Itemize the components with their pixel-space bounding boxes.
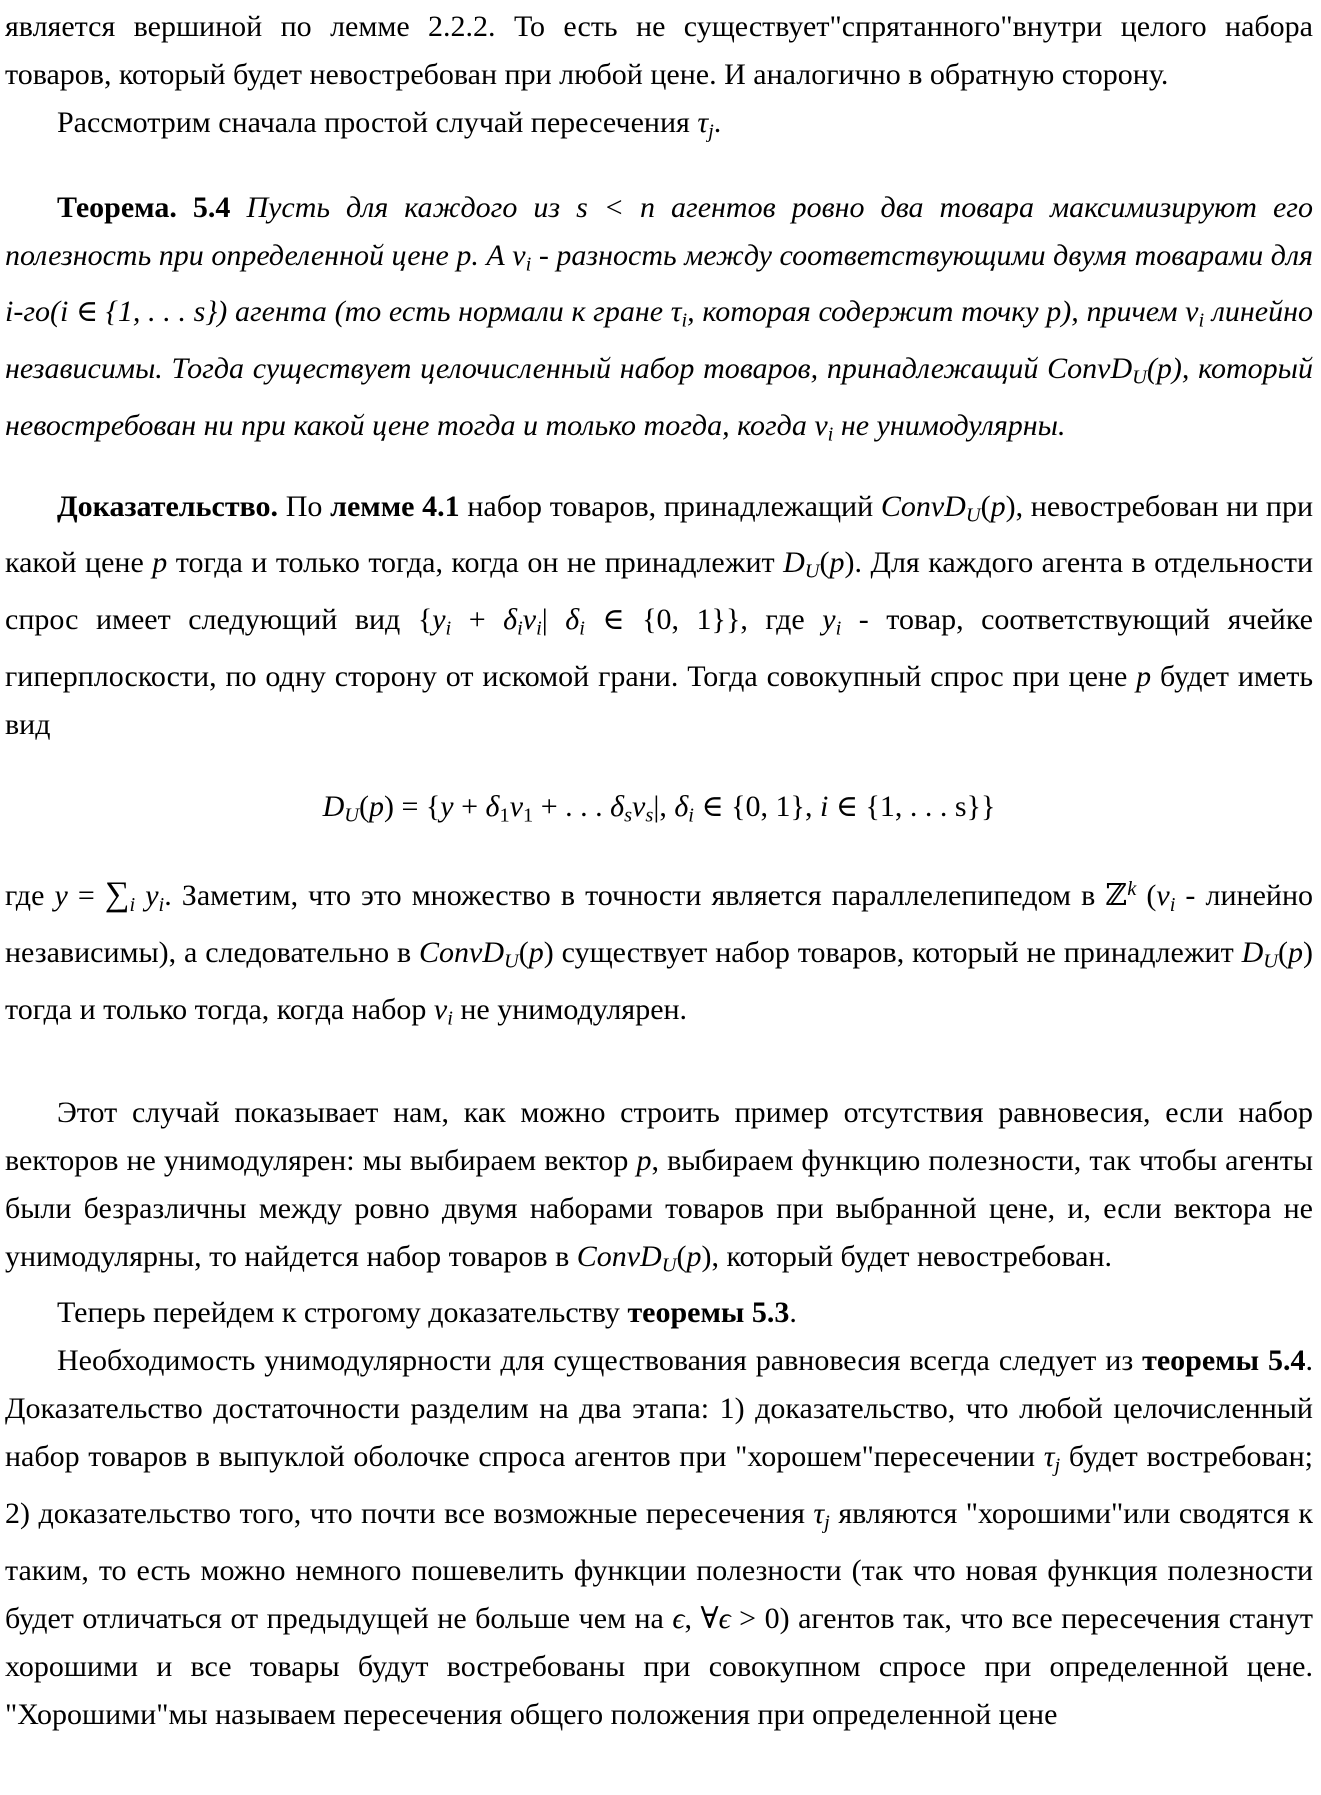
text-run: линейно независимы. Тогда существует целочисленный набор товаров, принадлежащий ConvD (5, 295, 1313, 386)
text-run: , ∀ (684, 1601, 719, 1635)
text-run: . (789, 1296, 797, 1330)
text-run: + (451, 602, 504, 636)
text-run: v (509, 789, 524, 823)
text-run: U (661, 1254, 677, 1277)
text-run: ConvD (880, 489, 966, 523)
text-run: + (453, 789, 486, 823)
text-run: y (54, 879, 68, 913)
text-run: (p), который невостребован ни при какой цене тогда и только тогда, когда v (5, 352, 1314, 442)
text-run: ( (1136, 879, 1157, 913)
text-run: ∈ {0, 1}, (693, 789, 820, 823)
text-run: ) = { (383, 789, 441, 823)
text-run: | (541, 602, 566, 636)
text-run: δ (674, 789, 689, 823)
text-run: U (1132, 366, 1147, 389)
text-run: ), невостребован ни при какой цене (5, 489, 1313, 580)
text-run: p (528, 936, 544, 970)
text-run: будет востребован; 2) доказательство того, что почти все возможные пересечения (5, 1440, 1313, 1531)
text-run: ), который будет невостребован. (701, 1239, 1113, 1273)
text-run: j (824, 1511, 830, 1534)
text-run: ConvD (419, 936, 505, 970)
text-run: i (447, 1007, 453, 1030)
text-run: . (713, 106, 722, 139)
text-run: > 0) агентов так, что все пересечения станут хорошими и все товары будут востребованы при совокупном спросе при определенной цене. "Хорошими"мы называем пересечения общего положения при определенной цене (5, 1601, 1313, 1731)
text-run: i (819, 789, 829, 823)
text-run: ℤ (1105, 879, 1128, 913)
text-run: i (525, 253, 532, 276)
text-run: δ (485, 789, 500, 823)
text-run: набор товаров, принадлежащий (459, 489, 881, 523)
text-run: i (688, 804, 694, 827)
text-run: τ (813, 1497, 825, 1531)
text-run: ( (819, 546, 830, 580)
text-run: i (1169, 894, 1176, 917)
text-run: , выбираем функцию полезности, так чтобы агенты были безразличны между ровно двумя наборами товаров при выбранной цене, и, если вектора не унимодулярны, то найдется набор товаров в (5, 1143, 1314, 1273)
theorem-5-4 (5, 184, 1313, 459)
text-run: j (708, 120, 714, 143)
text-run: . Доказательство достаточности разделим на два этапа: 1) доказательство, что любой целочисленный набор товаров в выпуклой оболочке спроса агентов при "хорошем"пересечении (5, 1344, 1313, 1474)
paragraph-example-construction (5, 1089, 1313, 1290)
text-run: i (1198, 310, 1205, 333)
paragraph-intro (5, 3, 1313, 99)
text-run: + . . . (533, 789, 611, 823)
text-run: y (440, 789, 454, 823)
text-run: По (278, 489, 331, 523)
text-run: δ (565, 602, 580, 636)
text-run: δ (610, 789, 625, 823)
text-run: i (445, 617, 452, 640)
text-run (230, 191, 246, 224)
text-run: тогда и только тогда, когда он не принадлежит (167, 546, 784, 580)
text-run: лемме 4.1 (330, 489, 460, 523)
text-run: τ (1043, 1440, 1055, 1474)
text-run: ( (518, 936, 529, 970)
text-run: U (804, 560, 820, 583)
text-run: не унимодулярны. (833, 408, 1066, 442)
text-run: Доказательство. (57, 489, 279, 523)
text-run: ( (676, 1239, 687, 1273)
text-run: |, (653, 789, 675, 823)
text-run: . Заметим, что это множество в точности является параллелепипедом в (164, 879, 1106, 913)
text-run: v (1156, 879, 1170, 913)
text-run: - товар, соответствующий ячейке гиперплоскости, по одну сторону от искомой грани. Тогда совокупный спрос при цене (5, 602, 1313, 693)
text-run: i (835, 617, 842, 640)
text-run: Теперь перейдем к строгому доказательству (57, 1296, 628, 1330)
text-run: U (344, 804, 359, 827)
paragraph-parallelepiped (5, 865, 1313, 1042)
paragraph-necessity (5, 1337, 1313, 1738)
display-formula-demand (5, 783, 1313, 840)
text-run: U (504, 950, 519, 973)
proof-paragraph (5, 483, 1313, 749)
text-run: теоремы 5.3 (627, 1296, 790, 1330)
text-run: δ (503, 602, 518, 636)
text-run: ∈ {0, 1}}, где (584, 602, 823, 636)
text-run: ∈ {1, . . . s}} (828, 789, 996, 823)
text-run: s (645, 804, 654, 827)
text-run: U (965, 504, 981, 527)
text-run: Теорема. 5.4 (57, 190, 231, 224)
text-run: p (1136, 659, 1152, 693)
text-run: v (522, 602, 537, 636)
text-run: 1 (523, 804, 534, 827)
text-run: ( (980, 489, 991, 523)
text-run: 1 (499, 804, 510, 827)
paragraph-transition (5, 1289, 1313, 1337)
text-run: где (5, 879, 55, 913)
text-run: D (1241, 936, 1264, 970)
text-run: не унимодулярен. (452, 992, 688, 1026)
text-run: ) тогда и только тогда, когда набор (5, 936, 1313, 1026)
text-run: ( (1278, 936, 1288, 970)
text-run: v (433, 992, 448, 1026)
text-run: = (67, 879, 105, 913)
text-run: ( (358, 789, 369, 823)
text-run: i (579, 617, 585, 640)
text-run: i (517, 617, 523, 640)
paragraph-consider (5, 99, 1313, 156)
text-run: p (990, 489, 1006, 523)
text-run: - линейно независимы), а следовательно в (5, 879, 1313, 970)
text-run: y (432, 602, 446, 636)
text-run: i (158, 894, 165, 917)
text-run: i (681, 310, 688, 333)
text-run: D (783, 546, 805, 580)
text-run: , которая содержит точку p), причем v (687, 295, 1199, 329)
text-run: будет иметь вид (5, 659, 1313, 741)
text-run: τ (697, 106, 709, 139)
text-run: k (1127, 878, 1137, 901)
text-run: p (829, 546, 845, 580)
text-run: v (632, 789, 646, 823)
text-run (135, 880, 145, 913)
text-run: Необходимость унимодулярности для существования равновесия всегда следует из (57, 1344, 1143, 1378)
text-run: Пусть для каждого из s < n агентов ровно два товара максимизируют его полезность при определенной цене p. А v (5, 190, 1313, 272)
text-run: Рассмотрим сначала простой случай пересечения (57, 106, 698, 139)
text-run: p (686, 1239, 702, 1273)
text-run: ϵ (718, 1601, 731, 1635)
text-run: p (152, 546, 168, 580)
text-run: D (322, 789, 345, 823)
text-run: p (368, 789, 384, 823)
text-run: j (1054, 1455, 1061, 1478)
text-run: ϵ (672, 1601, 685, 1635)
text-run: являются "хорошими"или сводятся к таким, то есть можно немного пошевелить функции полезности (так что новая функция полезности будет отличаться от предыдущей не больше чем на (5, 1497, 1313, 1635)
text-run: i (536, 617, 542, 640)
text-run: ). Для каждого агента в отдельности спрос имеет следующий вид { (5, 546, 1314, 636)
text-run: является вершиной по лемме 2.2.2. То есть не существует"спрятанного"внутри целого набора товаров, который будет невостребован при любой цене. И аналогично в обратную сторону. (5, 10, 1313, 91)
text-run: p (636, 1143, 652, 1177)
text-run: i (827, 423, 834, 446)
text-run: i (129, 894, 136, 917)
text-run: теоремы 5.4 (1142, 1344, 1306, 1378)
text-run: ∑ (104, 875, 130, 914)
text-run: Этот случай показывает нам, как можно строить пример отсутствия равновесия, если набор векторов не унимодулярен: мы выбираем вектор (5, 1095, 1313, 1177)
text-run: y (822, 602, 836, 636)
text-run: - разность между соответствующими двумя товарами для i-го(i ∈ {1, . . . s}) агента (то есть нормали к гране τ (5, 238, 1313, 329)
text-run: y (145, 879, 159, 913)
text-run: s (624, 804, 633, 827)
text-run: ConvD (576, 1239, 662, 1273)
text-run: p (1288, 936, 1303, 970)
text-run: U (1263, 950, 1278, 973)
text-run: ) существует набор товаров, который не принадлежит (543, 936, 1242, 970)
